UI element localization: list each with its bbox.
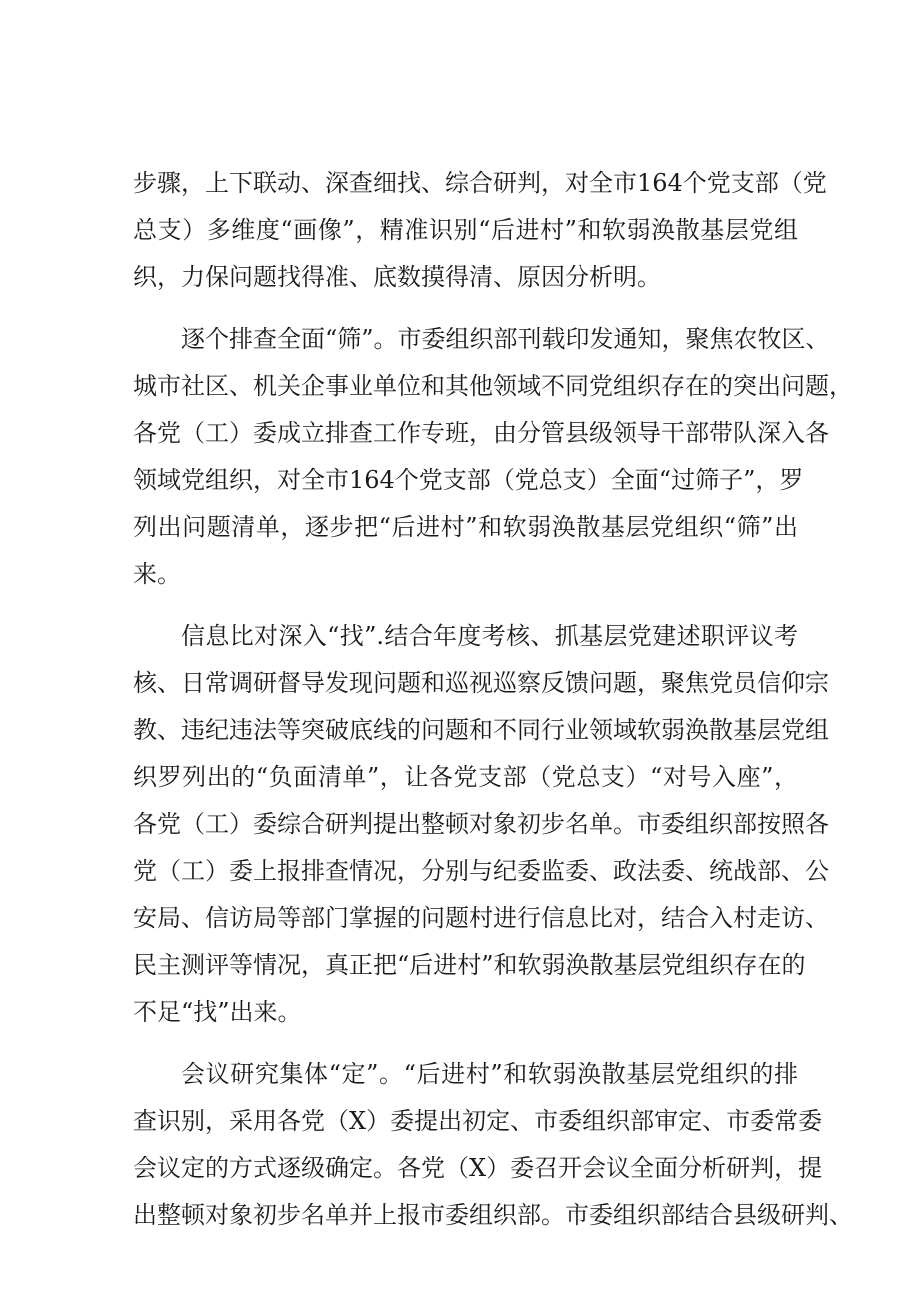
paragraph-line: 步骤，上下联动、深查细找、综合研判，对全市164个党支部（党 <box>133 169 827 197</box>
paragraph-line: 教、违纪违法等突破底线的问题和不同行业领域软弱涣散基层党组 <box>133 716 829 744</box>
paragraph-line: 民主测评等情况，真正把“后进村”和软弱涣散基层党组织存在的 <box>133 951 806 979</box>
paragraph-line: 总支）多维度“画像”，精准识别“后进村”和软弱涣散基层党组 <box>133 216 798 244</box>
paragraph-line: 各党（工）委成立排查工作专班，由分管县级领导干部带队深入各 <box>133 419 829 447</box>
paragraph-line: 来。 <box>133 560 181 588</box>
paragraph-line: 逐个排查全面“筛”。市委组织部刊载印发通知，聚焦农牧区、 <box>181 325 830 353</box>
paragraph-line: 不足“找”出来。 <box>133 998 302 1026</box>
paragraph-line: 安局、信访局等部门掌握的问题村进行信息比对，结合入村走访、 <box>133 904 829 932</box>
paragraph-line: 各党（工）委综合研判提出整顿对象初步名单。市委组织部按照各 <box>133 810 829 838</box>
paragraph-line: 查识别，采用各党（X）委提出初定、市委组织部审定、市委常委 <box>133 1107 823 1135</box>
paragraph-line: 出整顿对象初步名单并上报市委组织部。市委组织部结合县级研判、 <box>133 1201 853 1229</box>
paragraph-line: 信息比对深入“找”.结合年度考核、抓基层党建述职评议考 <box>181 622 798 650</box>
paragraph-line: 城市社区、机关企事业单位和其他领域不同党组织存在的突出问题， <box>133 372 853 400</box>
paragraph-line: 织，力保问题找得准、底数摸得清、原因分析明。 <box>133 263 661 291</box>
paragraph-line: 列出问题清单，逐步把“后进村”和软弱涣散基层党组织“筛”出 <box>133 513 798 541</box>
paragraph-line: 党（工）委上报排查情况，分别与纪委监委、政法委、统战部、公 <box>133 857 829 885</box>
paragraph-line: 会议定的方式逐级确定。各党（X）委召开会议全面分析研判，提 <box>133 1154 823 1182</box>
paragraph-line: 会议研究集体“定”。“后进村”和软弱涣散基层党组织的排 <box>181 1060 798 1088</box>
paragraph-line: 核、日常调研督导发现问题和巡视巡察反馈问题，聚焦党员信仰宗 <box>133 669 829 697</box>
paragraph-line: 领域党组织，对全市164个党支部（党总支）全面“过筛子”，罗 <box>133 466 804 494</box>
paragraph-line: 织罗列出的“负面清单”，让各党支部（党总支）“对号入座”， <box>133 763 798 791</box>
